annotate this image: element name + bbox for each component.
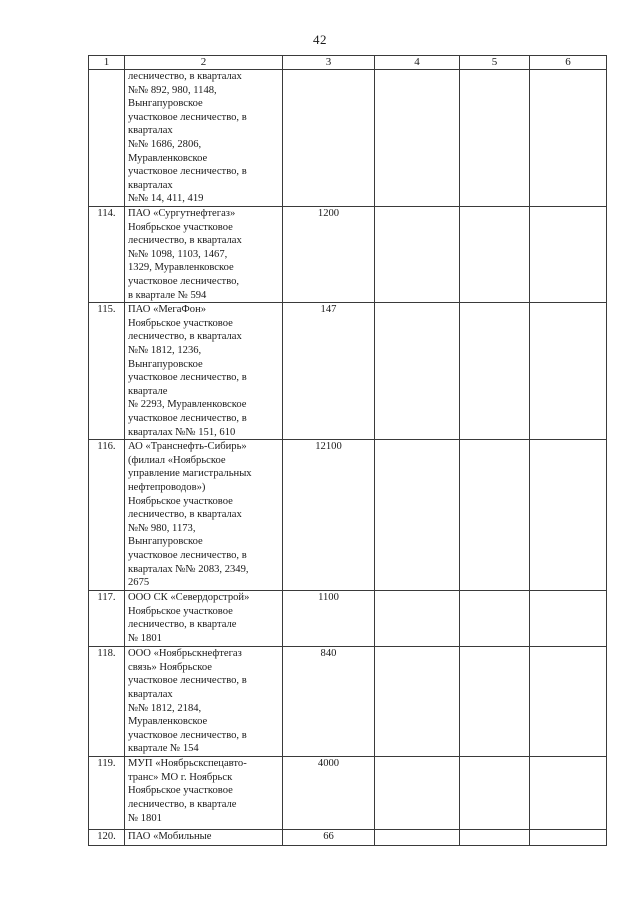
forestry-table xyxy=(88,55,607,846)
row-cell-6 xyxy=(530,647,607,757)
row-number: 119. xyxy=(89,757,125,830)
row-cell-4 xyxy=(375,70,460,207)
row-cell-5 xyxy=(460,303,530,440)
row-cell-6 xyxy=(530,591,607,647)
row-cell-4 xyxy=(375,303,460,440)
row-cell-5 xyxy=(460,647,530,757)
row-cell-4 xyxy=(375,647,460,757)
row-cell-5 xyxy=(460,207,530,303)
row-cell-6 xyxy=(530,757,607,830)
row-number: 116. xyxy=(89,440,125,591)
row-number xyxy=(89,70,125,207)
table-row xyxy=(89,70,607,207)
table-row xyxy=(89,207,607,303)
row-cell-5 xyxy=(460,591,530,647)
row-area: 12100 xyxy=(283,440,375,591)
row-area: 147 xyxy=(283,303,375,440)
row-number: 120. xyxy=(89,830,125,846)
row-cell-4 xyxy=(375,440,460,591)
table-row xyxy=(89,830,607,846)
page-number: 42 xyxy=(313,32,327,47)
column-header: 5 xyxy=(460,56,530,70)
column-header: 2 xyxy=(125,56,283,70)
row-cell-4 xyxy=(375,830,460,846)
table-row xyxy=(89,647,607,757)
row-cell-5 xyxy=(460,830,530,846)
row-description: ПАО «Мобильные xyxy=(125,830,283,846)
row-number: 117. xyxy=(89,591,125,647)
row-number: 115. xyxy=(89,303,125,440)
table-row xyxy=(89,757,607,830)
row-cell-4 xyxy=(375,207,460,303)
row-area: 1100 xyxy=(283,591,375,647)
row-area: 66 xyxy=(283,830,375,846)
row-cell-4 xyxy=(375,757,460,830)
row-cell-6 xyxy=(530,70,607,207)
table-header-row xyxy=(89,56,607,70)
row-area: 840 xyxy=(283,647,375,757)
row-area: 1200 xyxy=(283,207,375,303)
row-number: 114. xyxy=(89,207,125,303)
row-cell-5 xyxy=(460,757,530,830)
row-cell-6 xyxy=(530,830,607,846)
row-cell-5 xyxy=(460,440,530,591)
row-cell-5 xyxy=(460,70,530,207)
column-header: 1 xyxy=(89,56,125,70)
row-cell-6 xyxy=(530,440,607,591)
row-description: АО «Транснефть-Сибирь» (филиал «Ноябрьское управление магистральных нефтепроводов») Ноябрьское участковое лесничество, в кварталах №№ 980, 1173, Вынгапуровское участковое лесничество, в кварталах №№ 2083, 2349, 2675 xyxy=(125,440,283,591)
row-description: ПАО «МегаФон» Ноябрьское участковое лесничество, в кварталах №№ 1812, 1236, Вынгапуровское участковое лесничество, в квартале № 2293, Муравленковское участковое лесничество, в кварталах №№ 151, 610 xyxy=(125,303,283,440)
row-description: лесничество, в кварталах №№ 892, 980, 1148, Вынгапуровское участковое лесничество, в кварталах №№ 1686, 2806, Муравленковское участковое лесничество, в кварталах №№ 14, 411, 419 xyxy=(125,70,283,207)
row-area xyxy=(283,70,375,207)
row-description: ПАО «Сургутнефтегаз» Ноябрьское участковое лесничество, в кварталах №№ 1098, 1103, 1467, 1329, Муравленковское участковое лесничество, в квартале № 594 xyxy=(125,207,283,303)
row-description: ООО «Ноябрьскнефтегаз связь» Ноябрьское участковое лесничество, в кварталах №№ 1812, 2184, Муравленковское участковое лесничество, в квартале № 154 xyxy=(125,647,283,757)
row-cell-6 xyxy=(530,303,607,440)
table-row xyxy=(89,303,607,440)
table-row xyxy=(89,591,607,647)
row-description: ООО СК «Севердорстрой» Ноябрьское участковое лесничество, в квартале № 1801 xyxy=(125,591,283,647)
row-description: МУП «Ноябрьскспецавто- транс» МО г. Ноябрьск Ноябрьское участковое лесничество, в квартале № 1801 xyxy=(125,757,283,830)
row-cell-4 xyxy=(375,591,460,647)
row-area: 4000 xyxy=(283,757,375,830)
row-number: 118. xyxy=(89,647,125,757)
column-header: 4 xyxy=(375,56,460,70)
row-cell-6 xyxy=(530,207,607,303)
column-header: 3 xyxy=(283,56,375,70)
table-row xyxy=(89,440,607,591)
column-header: 6 xyxy=(530,56,607,70)
